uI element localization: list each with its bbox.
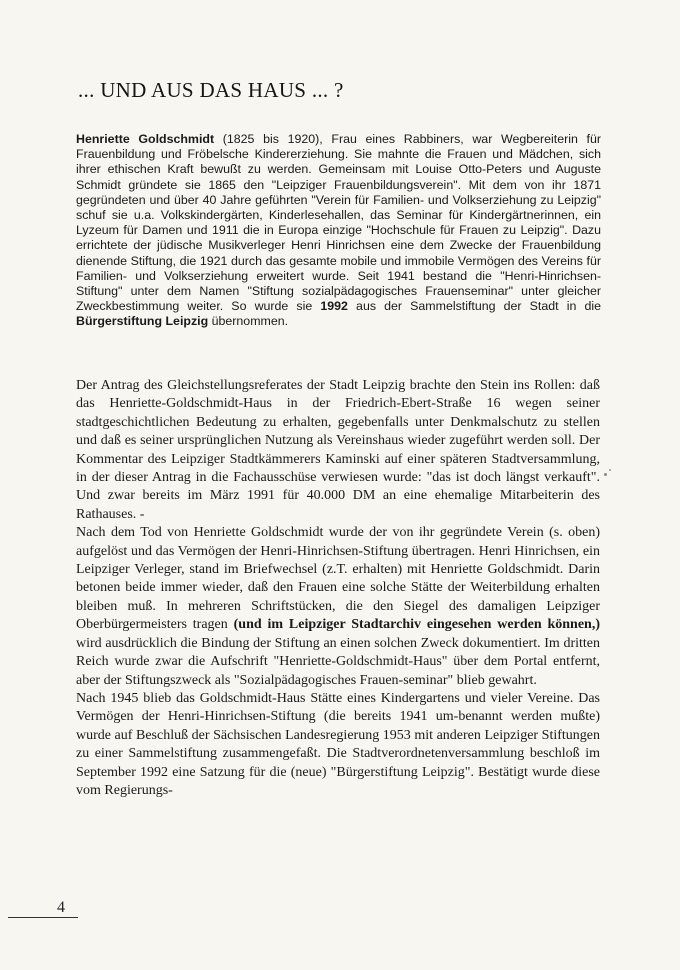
footer-rule (8, 917, 78, 918)
page-title: ... UND AUS DAS HAUS ... ? (78, 78, 344, 102)
intro-foundation: Bürgerstiftung Leipzig (76, 314, 209, 329)
body-paragraph-2 (76, 524, 600, 690)
body-paragraph-1: Der Antrag des Gleichstellungsreferates der Stadt Leipzig brachte den Stein ins Rollen: daß das Henriette-Goldschmidt-Haus in der Friedrich-Ebert-Straße 16 wegen seiner stadtgeschichtlichen Bedeutung zu erhalten, gegebenfalls unter Denkmalschutz zu stellen und daß es seiner ursprünglichen Nutzung als Vereinshaus wieder zugeführt werden soll. Der Kommentar des Leipziger Stadtkämmerers Kaminski auf einer späteren Stadtversammlung, in der dieser Antrag in die Fachausschüse verwiesen wurde: "das ist doch längst verkauft". Und zwar bereits im März 1991 für 40.000 DM an eine ehemalige Mitarbeiterin des Rathauses. - (76, 378, 600, 522)
page-number: 4 (57, 899, 65, 916)
intro-name: Henriette Goldschmidt (76, 132, 215, 146)
scan-speck (609, 469, 611, 471)
intro-paragraph (76, 132, 601, 330)
body-text (76, 377, 600, 800)
intro-text-2: aus der Sammelstiftung der Stadt in die (347, 299, 601, 314)
intro-text-1: (1825 bis 1920), Frau eines Rabbiners, war Wegbereiterin für Frauenbildung und Fröbelsche Kindererziehung. Sie mahnte die Frauen und Mädchen, sich ihrer ethischen Kraft bewußt zu werden. Gemeinsam mit Louise Otto-Peters und Auguste Schmidt gründete sie 1865 den "Leipziger Frauenbildungsverein". Mit dem von ihr 1871 gegründeten und über 40 Jahre geführten "Verein für Familien- und Volkserziehung zu Leipzig" schuf sie u.a. Volkskindergärten, Kinderlesehallen, das Seminar für Kindergärtnerinnen, ein Lyzeum für Damen und 1911 die in Europa einzige "Hochschule für Frauen zu Leipzig". Dazu errichtete der jüdische Musikverleger Henri Hinrichsen eine dem Zwecke der Frauenbildung dienende Stiftung, die 1921 durch das gesamte mobile und immobile Vermögen des Vereins für Familien- und Volkserziehung erweitert wurde. Seit 1941 bestand die "Henri-Hinrichsen-Stiftung" unter dem Namen "Stiftung sozialpädagogisches Frauenseminar" unter gleicher Zweckbestimmung weiter. So wurde sie (76, 132, 602, 314)
scan-speck (604, 473, 607, 476)
body-paragraph-3: Nach 1945 blieb das Goldschmidt-Haus Stätte eines Kindergartens und vieler Vereine. Das Vermögen der Henri-Hinrichsen-Stiftung (die bereits 1941 um-benannt werden mußte) wurde auf Beschluß der Sächsischen Landesregierung 1953 mit anderen Leipziger Stiftungen zu einer Sammelstiftung zusammengefaßt. Die Stadtverordnetenversammlung beschloß im September 1992 eine Satzung für die (neue) "Bürgerstiftung Leipzig". Bestätigt wurde diese vom Regierungs- (76, 690, 600, 798)
intro-year: 1992 (320, 299, 348, 314)
intro-text-3: übernommen. (208, 314, 289, 329)
body-paragraph-2-end: wird ausdrücklich die Bindung der Stiftung an einen solchen Zweck dokumentiert. Im dritten Reich wurde zwar die Aufschrift "Henriette-Goldschmidt-Haus" über dem Portal entfernt, aber der Stiftungszweck als "Sozialpädagogisches Frauen-seminar" blieb gewahrt. (76, 635, 600, 688)
body-paragraph-2-start: Nach dem Tod von Henriette Goldschmidt wurde der von ihr gegründete Verein (s. oben) aufgelöst und das Vermögen der Henri-Hinrichsen-Stiftung übertragen. Henri Hinrichsen, ein Leipziger Verleger, stand im Briefwechsel (z.T. erhalten) mit Henriette Goldschmidt. Darin betonen beide immer wieder, daß den Frauen eine solche Stätte der Weiterbildung erhalten bleiben muß. In mehreren Schriftstücken, die den Siegel des damaligen Leipziger Oberbürgermeisters tragen (76, 525, 600, 633)
body-paragraph-2-bold: (und im Leipziger Stadtarchiv eingesehen werden können,) (233, 617, 600, 633)
